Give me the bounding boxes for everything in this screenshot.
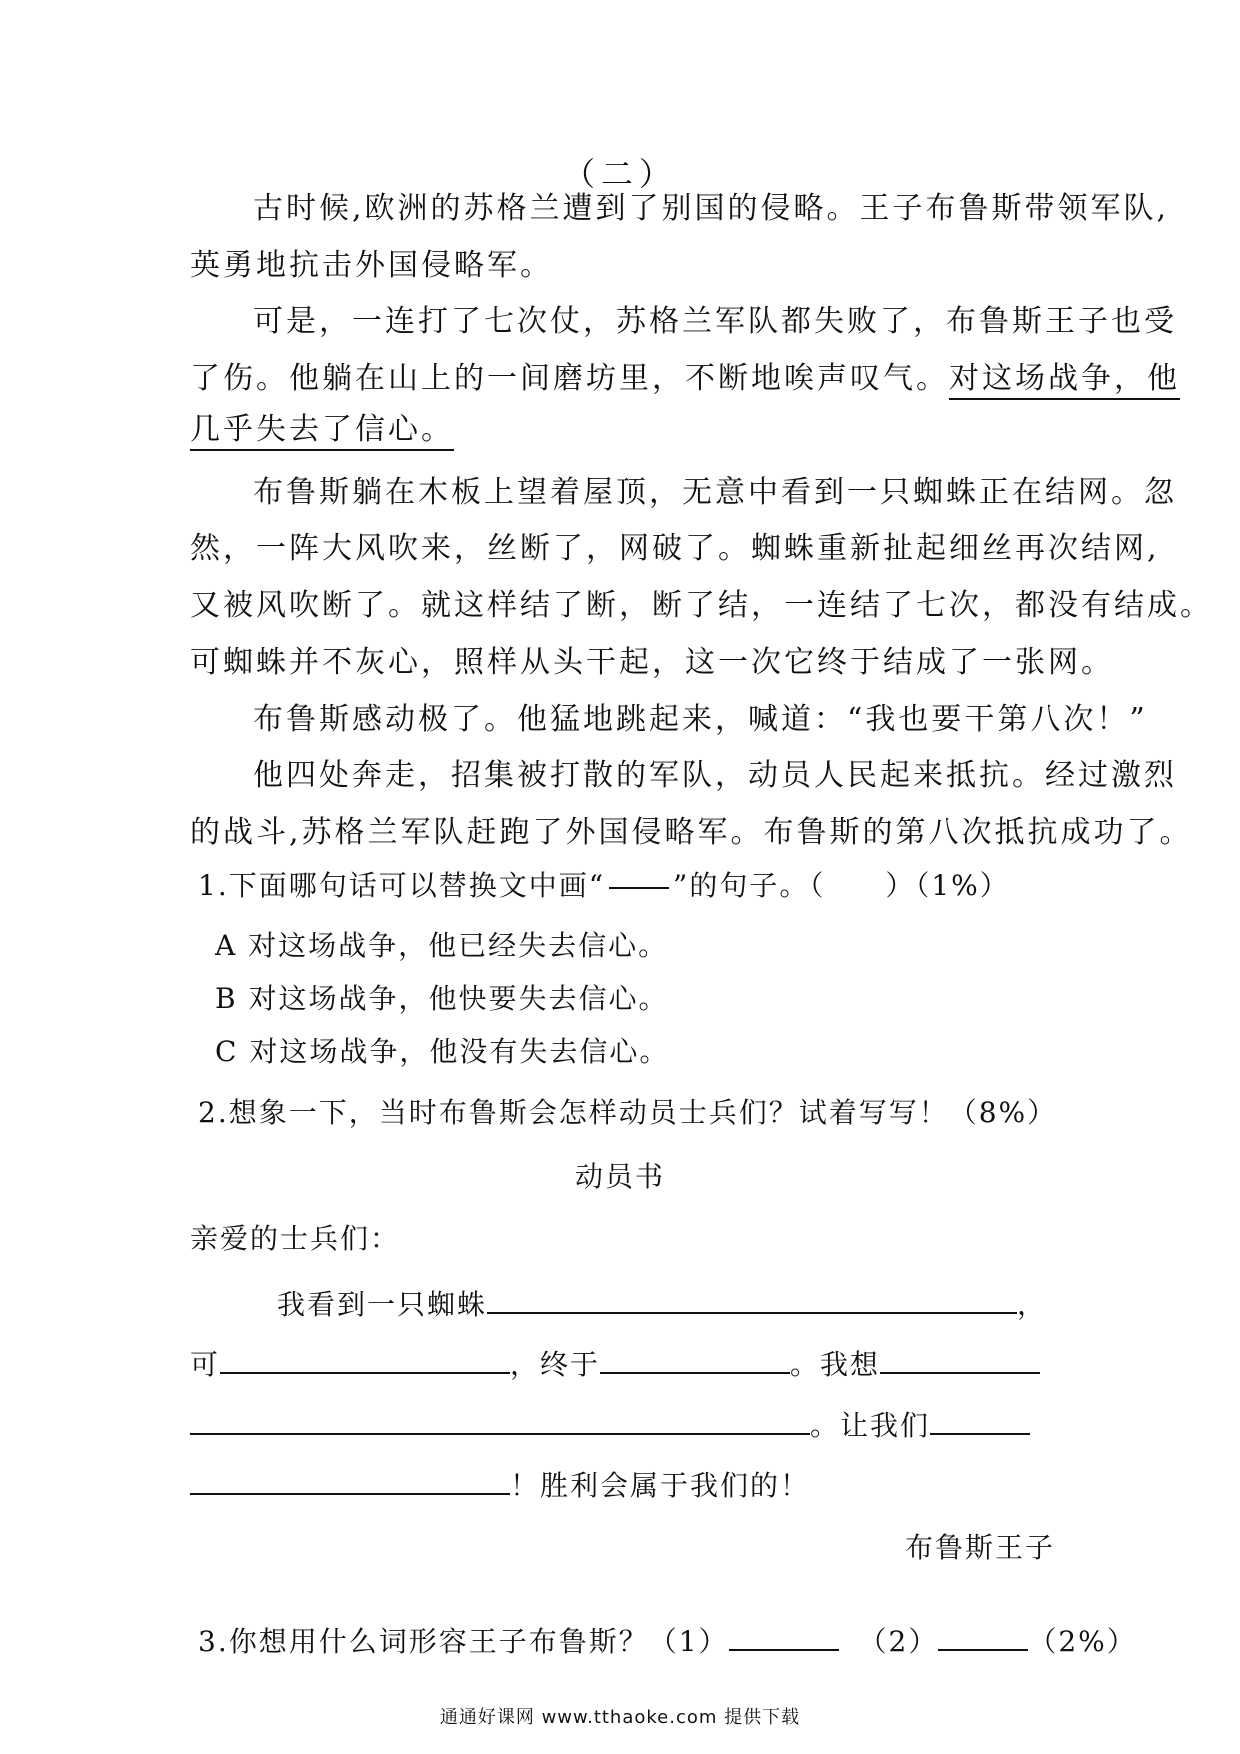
question-1-suffix: ”的句子。（ ）（1%） (673, 869, 1010, 902)
underlined-sentence: 几乎失去了信心。 (190, 412, 454, 451)
letter-text: 我看到一只蜘蛛 (277, 1288, 488, 1321)
answer-blank[interactable] (220, 1371, 510, 1374)
story-line: 他四处奔走，招集被打散的军队，动员人民起来抵抗。经过激烈 (253, 758, 1177, 793)
letter-line-4 (190, 1464, 810, 1504)
underlined-sentence: 对这场战争，他 (949, 361, 1180, 400)
question-2: 2.想象一下，当时布鲁斯会怎样动员士兵们？试着写写！（8%） (198, 1096, 1058, 1129)
answer-blank[interactable] (880, 1371, 1040, 1374)
letter-title: 动员书 (574, 1160, 665, 1193)
story-line: 然，一阵大风吹来，丝断了，网破了。蜘蛛重新扯起细丝再次结网, (190, 531, 1160, 566)
answer-blank[interactable] (487, 1311, 1017, 1314)
story-line: 英勇地抗击外国侵略军。 (190, 248, 553, 283)
question-3 (198, 1620, 1137, 1660)
answer-blank[interactable] (600, 1371, 790, 1374)
story-line: 布鲁斯躺在木板上望着屋顶，无意中看到一只蜘蛛正在结网。忽 (253, 475, 1177, 510)
question-1-prefix: 1.下面哪句话可以替换文中画“ (198, 869, 606, 902)
letter-text: 。让我们 (810, 1409, 931, 1442)
story-line: 可蜘蛛并不灰心，照样从头干起，这一次它终于结成了一张网。 (190, 645, 1114, 680)
option-c: C 对这场战争，他没有失去信心。 (215, 1035, 670, 1068)
story-line: 布鲁斯感动极了。他猛地跳起来，喊道：“我也要干第八次！” (253, 702, 1148, 737)
answer-blank[interactable] (190, 1492, 510, 1495)
question-3-text: 3.你想用什么词形容王子布鲁斯？（1） (198, 1625, 729, 1658)
story-line: 的战斗,苏格兰军队赶跑了外国侵略军。布鲁斯的第八次抵抗成功了。 (190, 815, 1193, 850)
answer-blank[interactable] (190, 1432, 810, 1435)
letter-greeting: 亲爱的士兵们： (190, 1222, 401, 1255)
letter-text: 。我想 (790, 1348, 881, 1381)
letter-text: 可 (190, 1348, 221, 1381)
letter-line-1 (277, 1283, 1047, 1323)
page-footer: 通通好课网 www.tthaoke.com 提供下载 (439, 1707, 801, 1728)
letter-text: ，终于 (510, 1348, 601, 1381)
option-b: B 对这场战争，他快要失去信心。 (215, 982, 669, 1015)
story-line: 古时候,欧洲的苏格兰遭到了别国的侵略。王子布鲁斯带领军队, (253, 191, 1170, 226)
option-a: A 对这场战争，他已经失去信心。 (215, 929, 669, 962)
letter-line-3 (190, 1404, 1030, 1444)
letter-signature: 布鲁斯王子 (905, 1531, 1056, 1564)
question-3-part2: （2） (858, 1625, 939, 1658)
section-title: （二） (562, 155, 677, 193)
story-line (190, 404, 454, 448)
story-line (190, 353, 1180, 397)
answer-blank[interactable] (930, 1432, 1030, 1435)
story-text: 了伤。他躺在山上的一间磨坊里，不断地唉声叹气。 (190, 361, 949, 396)
letter-text: ， (1017, 1288, 1048, 1321)
story-line: 又被风吹断了。就这样结了断，断了结，一连结了七次，都没有结成。 (190, 588, 1213, 623)
answer-blank[interactable] (938, 1648, 1028, 1651)
letter-line-2 (190, 1343, 1040, 1383)
answer-blank[interactable] (729, 1648, 839, 1651)
story-line: 可是，一连打了七次仗，苏格兰军队都失败了，布鲁斯王子也受 (253, 304, 1177, 339)
question-3-score: （2%） (1028, 1625, 1137, 1658)
letter-text: ！胜利会属于我们的！ (510, 1469, 811, 1502)
underline-sample (609, 886, 669, 889)
question-1 (198, 864, 1010, 904)
